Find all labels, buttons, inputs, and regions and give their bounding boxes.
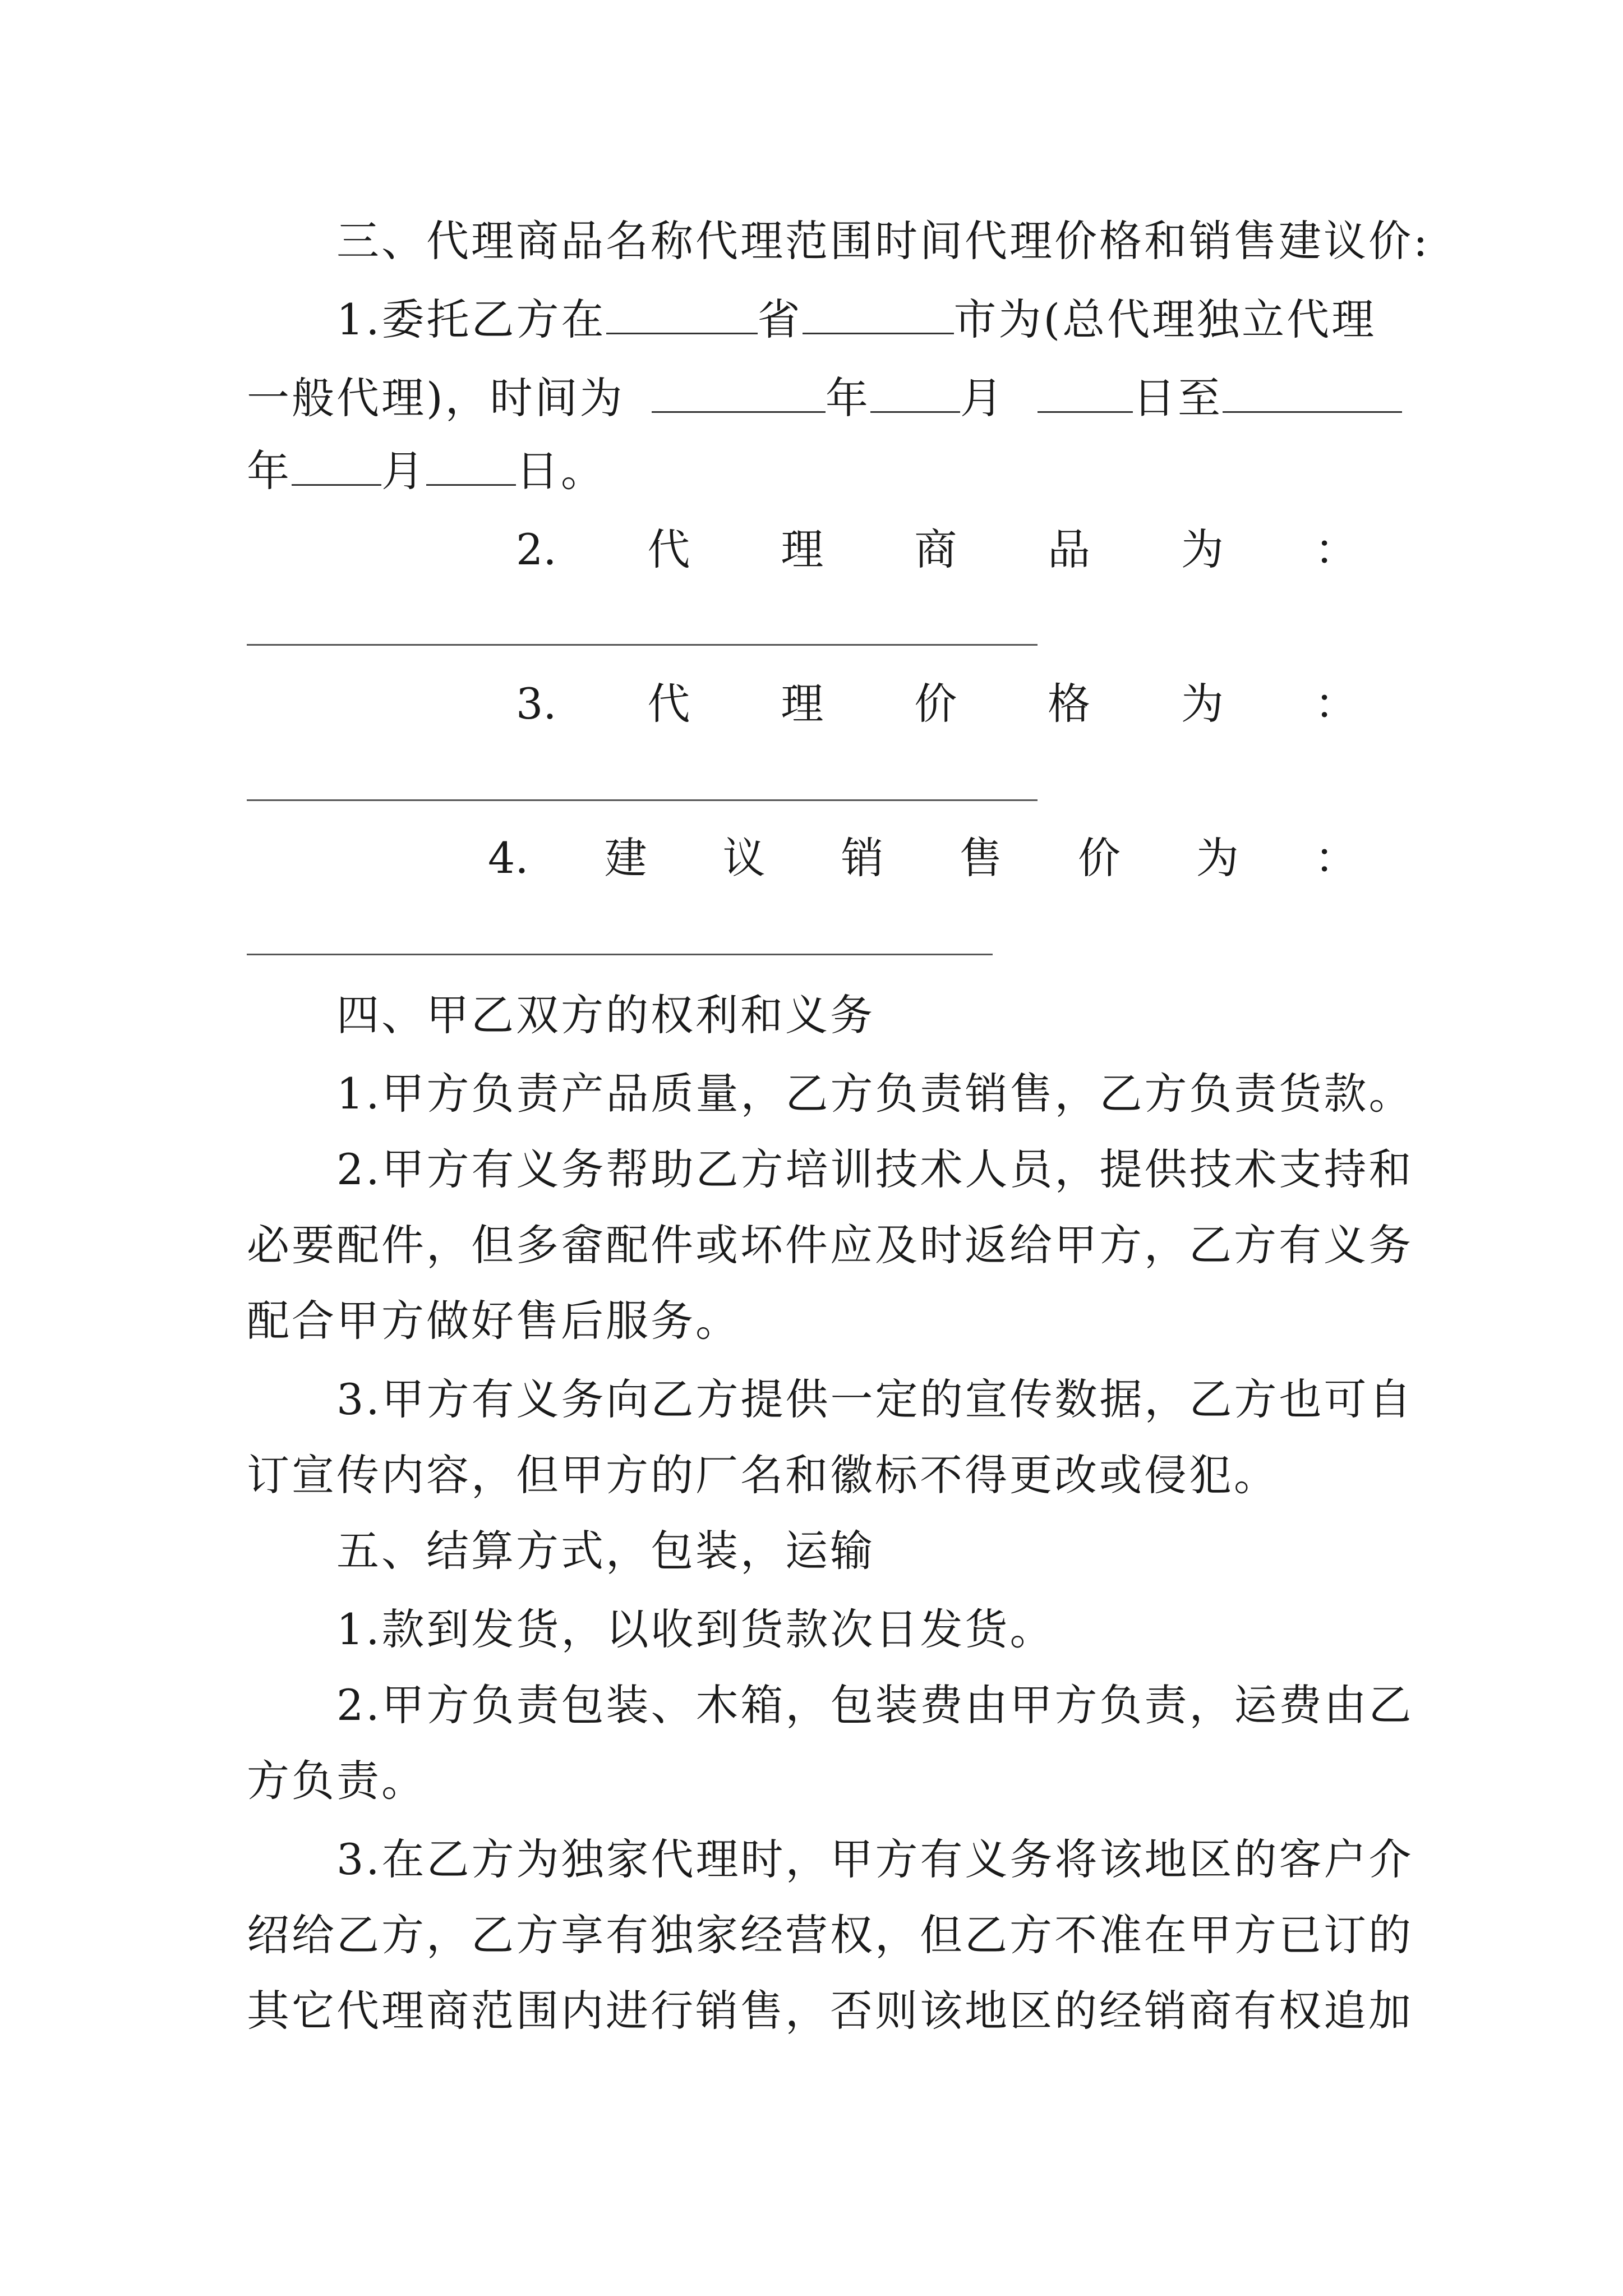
item2-char-4: 品 — [1048, 524, 1091, 574]
start-day-blank[interactable] — [1038, 371, 1133, 413]
item1-text-a: 1.委托乙方在 — [336, 295, 606, 344]
item1-line3 — [247, 443, 1385, 499]
item1-text-j: 日。 — [516, 446, 606, 496]
start-month-blank[interactable] — [870, 371, 960, 413]
item4-char-7: ： — [1314, 833, 1357, 883]
section5-heading: 五、结算方式，包装，运输 — [336, 1526, 875, 1576]
item4-char-1: 建 — [604, 833, 647, 883]
item1-text-b: 省 — [757, 295, 803, 344]
item4-line — [488, 830, 1357, 886]
section5-item3-line2: 绍给乙方，乙方享有独家经营权，但乙方不准在甲方已订的 — [247, 1910, 1413, 1960]
item1-line2 — [247, 370, 1385, 426]
item2-char-3: 商 — [914, 524, 957, 574]
section3-heading: 三、代理商品名称代理范围时间代理价格和销售建议价: — [336, 216, 1430, 266]
item1-text-c: 市为(总代理独立代理 — [953, 295, 1377, 344]
item3-char-3: 价 — [914, 679, 957, 729]
item4-char-5: 价 — [1077, 833, 1121, 883]
section4-item1: 1.甲方负责产品质量，乙方负责销售，乙方负责货款。 — [336, 1069, 1414, 1119]
item3-char-6: ： — [1314, 679, 1357, 729]
item4-char-0: 4. — [488, 833, 529, 883]
city-blank[interactable] — [803, 292, 954, 334]
item2-line — [516, 522, 1357, 578]
item2-char-1: 代 — [647, 524, 690, 574]
end-day-blank[interactable] — [426, 444, 516, 486]
item1-text-f: 月 — [960, 373, 1005, 423]
item3-char-4: 格 — [1048, 679, 1091, 729]
item3-line — [516, 676, 1357, 732]
price-blank-rule[interactable] — [247, 799, 1038, 801]
section5-item3-line1: 3.在乙方为独家代理时，甲方有义务将该地区的客户介 — [336, 1834, 1414, 1884]
section5-item1: 1.款到发货，以收到货款次日发货。 — [336, 1604, 1055, 1654]
item1-text-i: 月 — [381, 446, 426, 496]
item3-char-2: 理 — [781, 679, 824, 729]
item4-char-3: 销 — [841, 833, 884, 883]
section5-item2-line2: 方负责。 — [247, 1756, 426, 1806]
item1-text-h: 年 — [247, 446, 292, 496]
item4-char-4: 售 — [959, 833, 1002, 883]
section4-item3-line2: 订宣传内容，但甲方的厂名和徽标不得更改或侵犯。 — [247, 1450, 1279, 1500]
item3-char-0: 3. — [516, 679, 557, 729]
section4-item2-line2: 必要配件，但多畲配件或坏件应及时返给甲方，乙方有义务 — [247, 1220, 1413, 1270]
section4-heading: 四、甲乙双方的权利和义务 — [336, 990, 875, 1040]
item3-char-1: 代 — [647, 679, 690, 729]
item2-char-6: ： — [1314, 524, 1357, 574]
goods-blank-rule[interactable] — [247, 644, 1038, 646]
start-year-blank[interactable] — [652, 371, 826, 413]
section4-item2-line3: 配合甲方做好售后服务。 — [247, 1296, 740, 1346]
province-blank[interactable] — [606, 292, 758, 334]
item1-text-d: 一般代理)，时间为 — [247, 373, 625, 423]
section4-item2-line1: 2.甲方有义务帮助乙方培训技术人员，提供技术支持和 — [336, 1144, 1414, 1194]
item2-char-5: 为 — [1181, 524, 1224, 574]
item4-char-6: 为 — [1196, 833, 1239, 883]
suggested-price-blank-rule[interactable] — [247, 954, 993, 955]
end-month-blank[interactable] — [292, 444, 381, 486]
item2-char-0: 2. — [516, 524, 557, 574]
item1-line1 — [336, 292, 1385, 348]
item1-text-g: 日至 — [1133, 373, 1223, 423]
section5-item2-line1: 2.甲方负责包装、木箱，包装费由甲方负责，运费由乙 — [336, 1680, 1414, 1730]
end-year-blank[interactable] — [1223, 371, 1402, 413]
section4-item3-line1: 3.甲方有义务向乙方提供一定的宣传数据，乙方也可自 — [336, 1374, 1414, 1424]
section5-item3-line3: 其它代理商范围内进行销售，否则该地区的经销商有权追加 — [247, 1986, 1413, 2036]
item3-char-5: 为 — [1181, 679, 1224, 729]
item4-char-2: 议 — [722, 833, 766, 883]
item2-char-2: 理 — [781, 524, 824, 574]
item1-text-e: 年 — [825, 373, 870, 423]
